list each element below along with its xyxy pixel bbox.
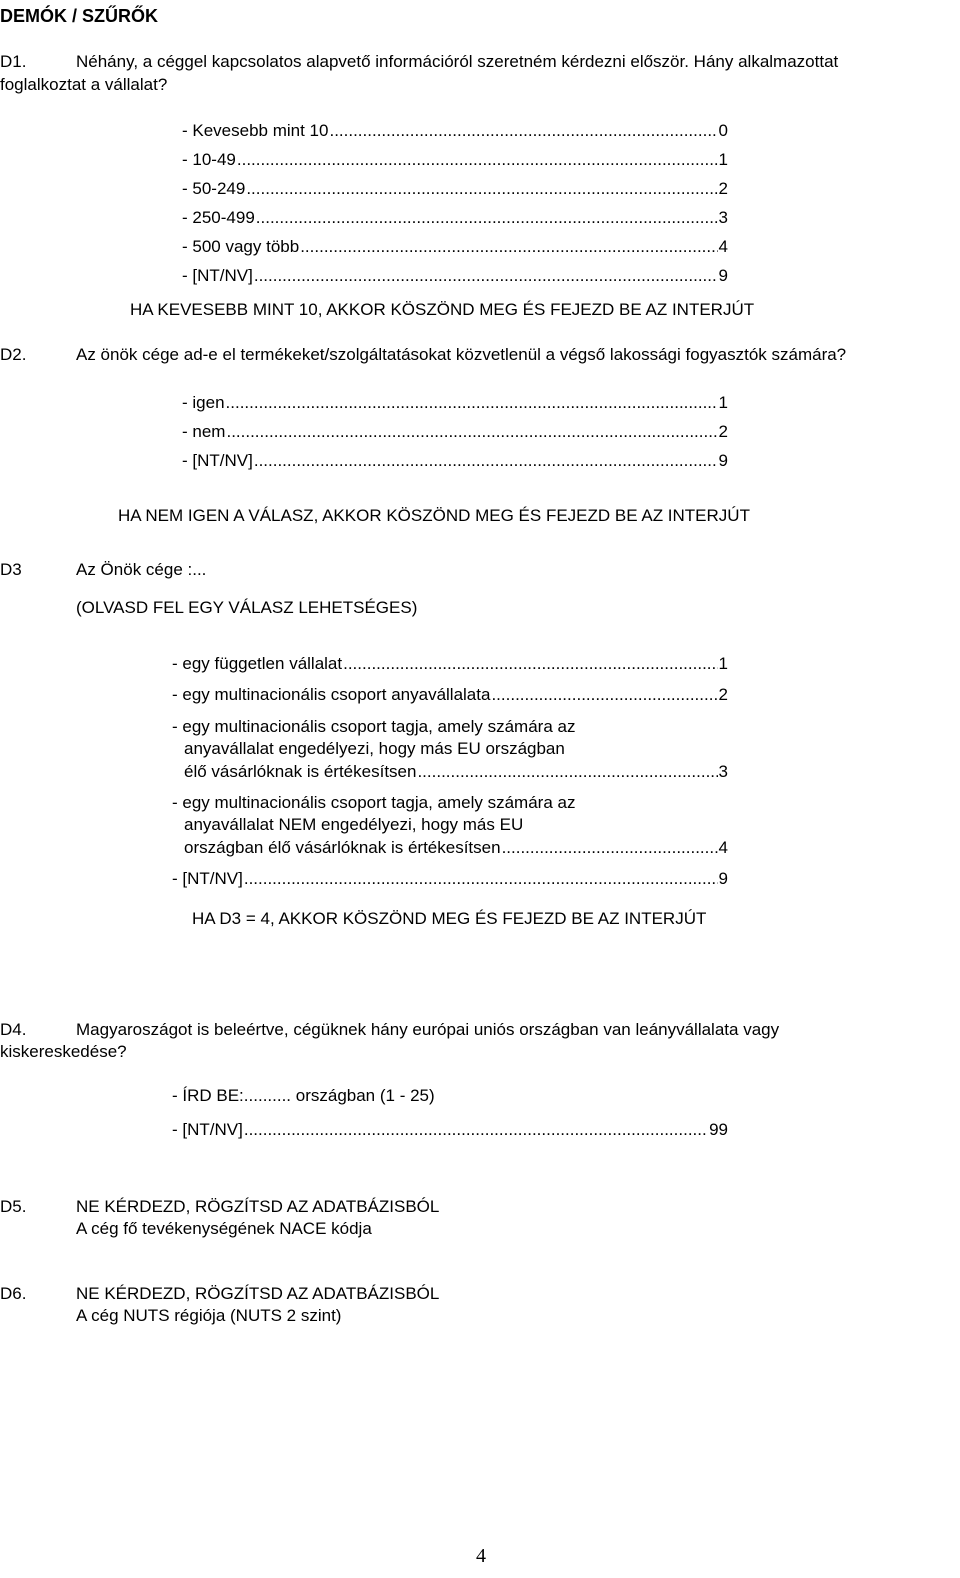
leader-dots <box>300 237 717 257</box>
leader-dots <box>329 121 717 141</box>
option-text-line: - egy multinacionális csoport tagja, amely számára az <box>172 793 576 812</box>
answer-option <box>182 208 728 228</box>
interviewer-instruction-d3: HA D3 = 4, AKKOR KÖSZÖND MEG ÉS FEJEZD BE AZ INTERJÚT <box>192 909 707 928</box>
section-heading: DEMÓK / SZŰRŐK <box>0 6 159 26</box>
open-answer-entry <box>172 1086 435 1106</box>
answer-option <box>182 179 728 199</box>
leader-dots <box>502 838 718 858</box>
option-code: 9 <box>718 266 728 285</box>
question-text-d5: A cég fő tevékenységének NACE kódja <box>76 1219 372 1238</box>
option-label: - 10-49 <box>182 150 236 169</box>
leader-dots <box>491 685 717 705</box>
question-number-d4: D4. <box>0 1020 27 1039</box>
answer-option <box>172 1120 728 1140</box>
leader-dots <box>254 451 718 471</box>
option-code: 2 <box>718 685 728 704</box>
question-text-d1-line2: foglalkoztat a vállalat? <box>0 75 168 94</box>
option-code: 4 <box>718 237 728 256</box>
option-label: - [NT/NV] <box>172 1120 243 1139</box>
option-code: 9 <box>718 451 728 470</box>
question-number-d2: D2. <box>0 345 27 364</box>
answer-option <box>172 654 728 674</box>
question-text-d1-line1: Néhány, a céggel kapcsolatos alapvető információról szeretném kérdezni először. Hány alkalmazottat <box>76 52 839 71</box>
answer-option <box>182 237 728 257</box>
option-label: - [NT/NV] <box>182 266 253 285</box>
answer-option <box>182 451 728 471</box>
option-code: 1 <box>718 654 728 673</box>
page-number: 4 <box>476 1545 486 1567</box>
answer-option <box>172 869 728 889</box>
entry-prefix: - ÍRD BE: <box>172 1086 244 1105</box>
leader-dots <box>343 654 717 674</box>
option-code: 1 <box>718 150 728 169</box>
entry-suffix: .......... országban (1 - 25) <box>243 1086 435 1105</box>
option-code: 2 <box>718 179 728 198</box>
option-label: országban élő vásárlóknak is értékesítsen <box>184 838 501 857</box>
answer-option <box>184 838 728 858</box>
option-text-line: anyavállalat engedélyezi, hogy más EU országban <box>184 739 565 758</box>
leader-dots <box>244 1120 708 1140</box>
question-number-d1: D1. <box>0 52 27 71</box>
option-label: - egy független vállalat <box>172 654 343 673</box>
answer-option <box>182 422 728 442</box>
answer-option <box>172 685 728 705</box>
option-label: - [NT/NV] <box>182 451 253 470</box>
leader-dots <box>244 869 718 889</box>
option-code: 99 <box>709 1120 728 1139</box>
answer-option <box>182 150 728 170</box>
answer-option <box>182 266 728 286</box>
option-code: 0 <box>718 121 728 140</box>
question-text-d4-line1: Magyaroszágot is beleértve, cégüknek hány európai uniós országban van leányvállalata vagy <box>76 1020 780 1039</box>
option-label: - 50-249 <box>182 179 246 198</box>
leader-dots <box>246 179 717 199</box>
answer-option <box>182 393 728 413</box>
interviewer-instruction-d2: HA NEM IGEN A VÁLASZ, AKKOR KÖSZÖND MEG ÉS FEJEZD BE AZ INTERJÚT <box>118 506 750 525</box>
answer-option <box>182 121 728 141</box>
read-aloud-note-d3: (OLVASD FEL EGY VÁLASZ LEHETSÉGES) <box>76 598 418 617</box>
interviewer-instruction-d1: HA KEVESEBB MINT 10, AKKOR KÖSZÖND MEG ÉS FEJEZD BE AZ INTERJÚT <box>130 300 755 319</box>
option-code: 1 <box>718 393 728 412</box>
question-number-d3: D3 <box>0 560 22 579</box>
option-code: 2 <box>718 422 728 441</box>
leader-dots <box>226 393 718 413</box>
option-code: 3 <box>718 762 728 781</box>
leader-dots <box>226 422 717 442</box>
question-text-d6: A cég NUTS régiója (NUTS 2 szint) <box>76 1306 342 1325</box>
question-instruction-d6: NE KÉRDEZD, RÖGZÍTSD AZ ADATBÁZISBÓL <box>76 1284 440 1303</box>
option-label: - nem <box>182 422 226 441</box>
question-number-d5: D5. <box>0 1197 27 1216</box>
question-instruction-d5: NE KÉRDEZD, RÖGZÍTSD AZ ADATBÁZISBÓL <box>76 1197 440 1216</box>
option-code: 4 <box>718 838 728 857</box>
option-code: 9 <box>718 869 728 888</box>
question-text-d4-line2: kiskereskedése? <box>0 1042 127 1061</box>
option-text-line: - egy multinacionális csoport tagja, amely számára az <box>172 717 576 736</box>
question-text-d2: Az önök cége ad-e el termékeket/szolgáltatásokat közvetlenül a végső lakossági fogyasztók számára? <box>76 345 847 364</box>
option-text-line: anyavállalat NEM engedélyezi, hogy más EU <box>184 815 524 834</box>
leader-dots <box>256 208 718 228</box>
option-label: - Kevesebb mint 10 <box>182 121 329 140</box>
option-label: - egy multinacionális csoport anyavállalata <box>172 685 491 704</box>
option-code: 3 <box>718 208 728 227</box>
option-label: - [NT/NV] <box>172 869 243 888</box>
option-label: élő vásárlóknak is értékesítsen <box>184 762 417 781</box>
option-label: - 500 vagy több <box>182 237 300 256</box>
option-label: - 250-499 <box>182 208 255 227</box>
option-label: - igen <box>182 393 225 412</box>
answer-option <box>184 762 728 782</box>
leader-dots <box>254 266 718 286</box>
question-number-d6: D6. <box>0 1284 27 1303</box>
leader-dots <box>237 150 718 170</box>
leader-dots <box>417 762 717 782</box>
question-text-d3: Az Önök cége :... <box>76 560 207 579</box>
